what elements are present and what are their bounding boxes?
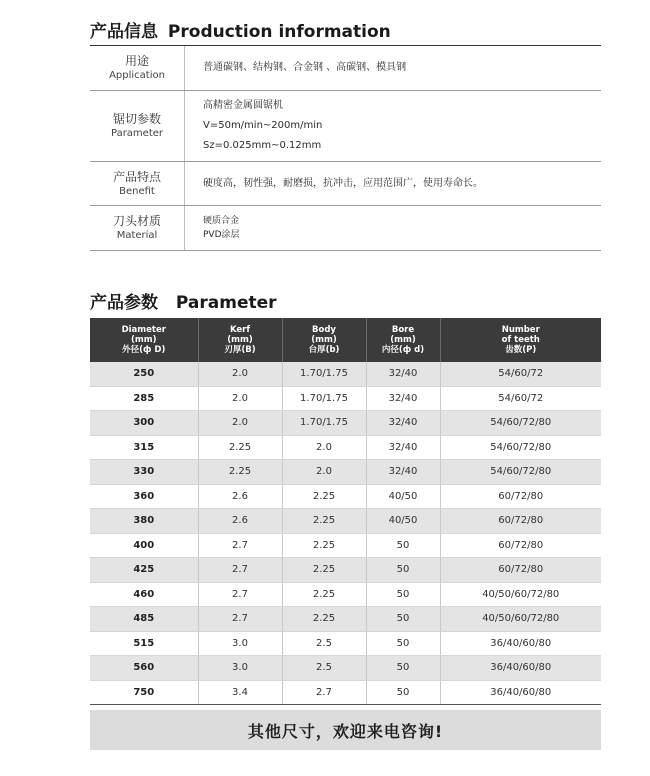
table-cell: 2.5 <box>282 631 366 656</box>
table-cell: 285 <box>90 386 198 411</box>
table-cell: 2.7 <box>198 582 282 607</box>
info-row-material <box>90 206 601 251</box>
table-row <box>90 460 601 485</box>
header-en: Body <box>312 325 336 335</box>
table-row <box>90 386 601 411</box>
info-row-benefit <box>90 162 601 206</box>
table-cell: 2.25 <box>282 533 366 558</box>
table-cell: 315 <box>90 435 198 460</box>
table-cell: 2.25 <box>282 582 366 607</box>
table-row <box>90 533 601 558</box>
table-cell: 2.0 <box>282 435 366 460</box>
value-line: V=50m/min~200m/min <box>203 120 323 131</box>
header-diameter <box>90 318 198 362</box>
value-line: PVD涂层 <box>203 230 240 240</box>
production-info-title-cn: 产品信息 <box>90 22 158 42</box>
table-row <box>90 607 601 632</box>
header-unit: (mm) <box>390 335 416 345</box>
table-cell: 2.25 <box>282 484 366 509</box>
table-cell: 50 <box>366 656 440 681</box>
table-cell: 36/40/60/80 <box>440 680 601 705</box>
table-cell: 32/40 <box>366 362 440 386</box>
table-row <box>90 509 601 534</box>
parameter-title-en: Parameter <box>175 293 277 313</box>
table-cell: 515 <box>90 631 198 656</box>
table-row <box>90 631 601 656</box>
table-cell: 40/50 <box>366 484 440 509</box>
production-info-title <box>90 17 391 42</box>
label-cn: 用途 <box>124 54 149 68</box>
table-row <box>90 656 601 681</box>
label-en: Benefit <box>119 185 155 197</box>
table-cell: 1.70/1.75 <box>282 362 366 386</box>
table-cell: 2.0 <box>282 460 366 485</box>
header-cn: 内径(ф d) <box>381 345 425 355</box>
table-cell: 32/40 <box>366 386 440 411</box>
table-cell: 40/50/60/72/80 <box>440 582 601 607</box>
table-cell: 485 <box>90 607 198 632</box>
label-en: Material <box>116 230 158 241</box>
table-cell: 2.25 <box>282 558 366 583</box>
header-en: Number <box>501 325 540 335</box>
table-cell: 54/60/72/80 <box>440 435 601 460</box>
table-cell: 560 <box>90 656 198 681</box>
table-cell: 32/40 <box>366 435 440 460</box>
table-cell: 2.7 <box>198 533 282 558</box>
header-cn: 台厚(b) <box>308 345 340 355</box>
table-cell: 2.6 <box>198 509 282 534</box>
table-cell: 54/60/72/80 <box>440 460 601 485</box>
table-header-row <box>90 318 601 362</box>
header-cn: 刃厚(B) <box>224 345 256 355</box>
table-cell: 2.7 <box>198 558 282 583</box>
header-en: Kerf <box>229 325 251 335</box>
table-cell: 2.7 <box>198 607 282 632</box>
table-cell: 40/50/60/72/80 <box>440 607 601 632</box>
header-bore <box>366 318 440 362</box>
table-row <box>90 680 601 705</box>
table-row <box>90 558 601 583</box>
table-cell: 54/60/72 <box>440 386 601 411</box>
table-cell: 32/40 <box>366 460 440 485</box>
parameter-table <box>90 318 601 705</box>
table-cell: 2.25 <box>198 435 282 460</box>
table-cell: 380 <box>90 509 198 534</box>
value-line: 硬度高，韧性强，耐磨损，抗冲击，应用范围广，使用寿命长。 <box>203 177 483 189</box>
label-cn: 刀头材质 <box>112 214 161 228</box>
table-cell: 3.0 <box>198 656 282 681</box>
table-cell: 50 <box>366 607 440 632</box>
table-cell: 60/72/80 <box>440 558 601 583</box>
production-info-table <box>90 45 601 251</box>
table-cell: 50 <box>366 558 440 583</box>
label-en: Parameter <box>110 128 164 139</box>
info-value <box>185 174 483 194</box>
header-unit: (mm) <box>311 335 337 345</box>
table-cell: 36/40/60/80 <box>440 656 601 681</box>
table-cell: 425 <box>90 558 198 583</box>
table-cell: 2.0 <box>198 386 282 411</box>
table-cell: 460 <box>90 582 198 607</box>
table-row <box>90 484 601 509</box>
value-line: 高精密金属圆锯机 <box>203 100 283 111</box>
header-unit: (mm) <box>131 335 157 345</box>
production-info-title-en: Production information <box>167 22 391 42</box>
table-cell: 360 <box>90 484 198 509</box>
table-cell: 1.70/1.75 <box>282 386 366 411</box>
table-row <box>90 582 601 607</box>
header-teeth <box>440 318 601 362</box>
label-en: Application <box>109 70 165 81</box>
header-body <box>282 318 366 362</box>
table-row <box>90 411 601 436</box>
table-cell: 2.0 <box>198 362 282 386</box>
parameter-table-body <box>90 362 601 705</box>
info-value <box>185 214 240 242</box>
header-en: Bore <box>391 325 415 335</box>
table-cell: 54/60/72/80 <box>440 411 601 436</box>
info-row-application <box>90 45 601 91</box>
table-cell: 2.25 <box>282 509 366 534</box>
info-label <box>90 46 185 90</box>
header-unit: (mm) <box>227 335 253 345</box>
table-cell: 3.0 <box>198 631 282 656</box>
table-cell: 2.7 <box>282 680 366 705</box>
header-kerf <box>198 318 282 362</box>
table-cell: 2.25 <box>198 460 282 485</box>
table-cell: 32/40 <box>366 411 440 436</box>
table-cell: 50 <box>366 582 440 607</box>
parameter-title <box>90 288 277 313</box>
table-cell: 54/60/72 <box>440 362 601 386</box>
table-cell: 2.5 <box>282 656 366 681</box>
info-label <box>90 162 185 205</box>
table-cell: 50 <box>366 680 440 705</box>
table-row <box>90 362 601 386</box>
table-cell: 750 <box>90 680 198 705</box>
header-en: Diameter <box>121 325 166 335</box>
value-line: 硬质合金 <box>203 216 240 226</box>
header-cn: 外径(ф D) <box>122 345 166 355</box>
table-cell: 36/40/60/80 <box>440 631 601 656</box>
table-cell: 2.25 <box>282 607 366 632</box>
table-cell: 300 <box>90 411 198 436</box>
info-row-parameter <box>90 91 601 162</box>
label-cn: 产品特点 <box>112 169 161 184</box>
table-cell: 50 <box>366 631 440 656</box>
info-value <box>185 58 406 78</box>
table-cell: 330 <box>90 460 198 485</box>
table-cell: 60/72/80 <box>440 484 601 509</box>
info-label <box>90 91 185 161</box>
table-cell: 2.6 <box>198 484 282 509</box>
table-cell: 2.0 <box>198 411 282 436</box>
table-cell: 60/72/80 <box>440 509 601 534</box>
parameter-title-cn: 产品参数 <box>90 293 158 313</box>
table-cell: 40/50 <box>366 509 440 534</box>
table-row <box>90 435 601 460</box>
header-cn: 齿数(P) <box>505 345 537 355</box>
table-cell: 1.70/1.75 <box>282 411 366 436</box>
value-line: Sz=0.025mm~0.12mm <box>203 140 322 151</box>
table-cell: 250 <box>90 362 198 386</box>
info-label <box>90 206 185 250</box>
contact-banner: 其他尺寸，欢迎来电咨询! <box>90 710 601 750</box>
table-cell: 400 <box>90 533 198 558</box>
info-value <box>185 96 322 156</box>
table-cell: 3.4 <box>198 680 282 705</box>
label-cn: 锯切参数 <box>112 112 161 126</box>
table-cell: 60/72/80 <box>440 533 601 558</box>
table-cell: 50 <box>366 533 440 558</box>
value-line: 普通碳钢、结构钢、合金钢 、高碳钢、模具钢 <box>203 62 407 73</box>
header-unit: of teeth <box>501 335 540 345</box>
